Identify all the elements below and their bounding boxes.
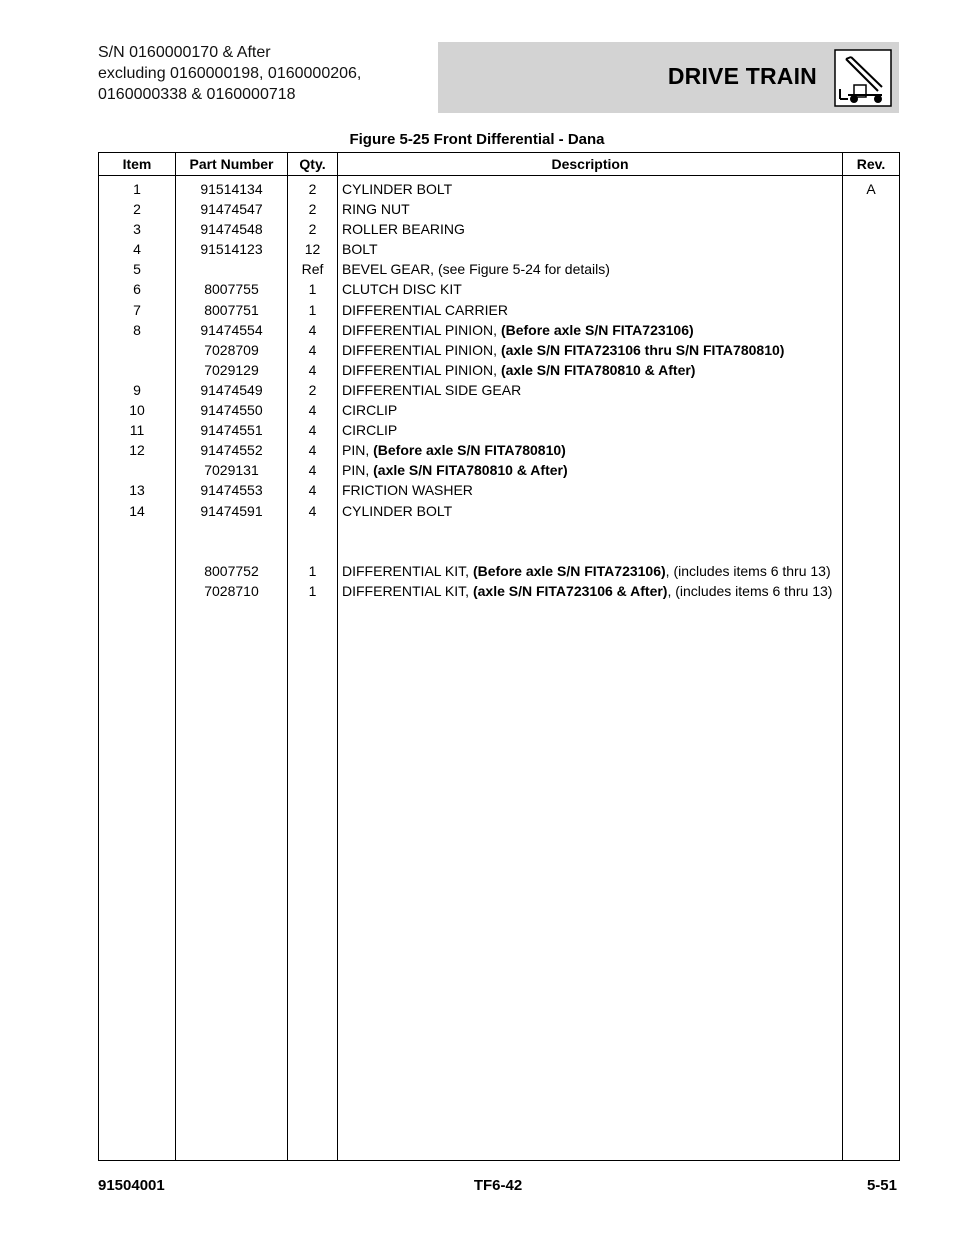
quantity-cell: 12 [288, 239, 338, 259]
table-filler-row [99, 601, 900, 1161]
description-text: PIN, [342, 462, 374, 479]
revision-cell [843, 460, 900, 480]
table-row [99, 176, 900, 200]
description-cell [338, 239, 843, 259]
description-text: CIRCLIP [342, 402, 398, 419]
serial-line: excluding 0160000198, 0160000206, [98, 65, 362, 82]
part-number-cell: 91514123 [176, 239, 288, 259]
item-number-cell: 9 [99, 380, 176, 400]
description-cell [338, 380, 843, 400]
description-serial-range: (Before axle S/N FITA723106) [500, 321, 694, 338]
description-text: DIFFERENTIAL CARRIER [342, 301, 508, 318]
column-header-qty: Qty. [288, 153, 338, 176]
revision-cell [843, 480, 900, 500]
quantity-cell [288, 521, 338, 541]
description-serial-range: (axle S/N FITA780810 & After) [500, 361, 696, 378]
part-number-cell: 7028710 [176, 581, 288, 601]
item-number-cell: 8 [99, 320, 176, 340]
description-text: RING NUT [342, 201, 410, 218]
item-number-cell: 5 [99, 259, 176, 279]
quantity-cell: 2 [288, 199, 338, 219]
revision-cell [843, 501, 900, 521]
parts-table-body [99, 176, 900, 1161]
description-cell [338, 521, 843, 541]
revision-cell [843, 380, 900, 400]
description-cell [338, 360, 843, 380]
description-text: CYLINDER BOLT [342, 502, 453, 519]
quantity-cell: 4 [288, 340, 338, 360]
serial-line: 0160000338 & 0160000718 [98, 86, 296, 103]
quantity-cell: 4 [288, 440, 338, 460]
part-number-cell: 91474547 [176, 199, 288, 219]
description-serial-range: (axle S/N FITA723106 thru S/N FITA780810) [500, 341, 785, 358]
item-number-cell: 12 [99, 440, 176, 460]
item-number-cell: 6 [99, 279, 176, 299]
empty-cell [99, 601, 176, 1161]
description-serial-range: (Before axle S/N FITA723106) [472, 562, 666, 579]
item-number-cell: 1 [99, 176, 176, 200]
revision-cell [843, 420, 900, 440]
description-cell [338, 420, 843, 440]
item-number-cell: 7 [99, 300, 176, 320]
description-serial-range: (axle S/N FITA780810 & After) [373, 462, 568, 479]
quantity-cell: 2 [288, 176, 338, 200]
revision-cell [843, 300, 900, 320]
item-number-cell [99, 581, 176, 601]
revision-cell: A [843, 176, 900, 200]
table-row [99, 199, 900, 219]
description-text: CIRCLIP [342, 422, 398, 439]
description-text: CYLINDER BOLT [342, 181, 453, 197]
description-text: ROLLER BEARING [342, 221, 465, 238]
description-cell [338, 501, 843, 521]
table-row [99, 259, 900, 279]
description-cell [338, 176, 843, 200]
part-number-cell [176, 541, 288, 561]
quantity-cell: 4 [288, 320, 338, 340]
part-number-cell: 91474549 [176, 380, 288, 400]
quantity-cell: 1 [288, 279, 338, 299]
description-cell [338, 279, 843, 299]
description-text: CLUTCH DISC KIT [342, 281, 462, 298]
table-header-row [99, 153, 900, 176]
quantity-cell: 4 [288, 501, 338, 521]
footer-doc-number: 91504001 [98, 1177, 165, 1194]
description-text: PIN, [342, 442, 374, 459]
item-number-cell [99, 541, 176, 561]
revision-cell [843, 259, 900, 279]
part-number-cell: 8007755 [176, 279, 288, 299]
description-text: BOLT [342, 241, 378, 258]
footer-model: TF6-42 [473, 1177, 523, 1194]
table-row [99, 521, 900, 541]
revision-cell [843, 541, 900, 561]
description-cell [338, 460, 843, 480]
revision-cell [843, 521, 900, 541]
quantity-cell [288, 541, 338, 561]
description-cell [338, 480, 843, 500]
part-number-cell: 7029131 [176, 460, 288, 480]
telehandler-icon [834, 49, 892, 107]
part-number-cell: 8007752 [176, 561, 288, 581]
description-text: DIFFERENTIAL PINION, [342, 361, 501, 378]
revision-cell [843, 340, 900, 360]
description-cell [338, 581, 843, 601]
description-serial-range: (axle S/N FITA723106 & After) [472, 582, 668, 599]
table-row [99, 320, 900, 340]
description-cell [338, 320, 843, 340]
empty-cell [288, 601, 338, 1161]
item-number-cell: 13 [99, 480, 176, 500]
description-cell [338, 300, 843, 320]
item-number-cell [99, 561, 176, 581]
empty-cell [843, 601, 900, 1161]
part-number-cell: 91474551 [176, 420, 288, 440]
table-row [99, 380, 900, 400]
quantity-cell: 4 [288, 420, 338, 440]
revision-cell [843, 360, 900, 380]
table-row [99, 219, 900, 239]
revision-cell [843, 581, 900, 601]
quantity-cell: 4 [288, 480, 338, 500]
part-number-cell: 91514134 [176, 176, 288, 200]
description-cell [338, 541, 843, 561]
quantity-cell: 2 [288, 219, 338, 239]
description-serial-range: (Before axle S/N FITA780810) [373, 442, 566, 459]
quantity-cell: 2 [288, 380, 338, 400]
table-row [99, 420, 900, 440]
footer-page-number: 5-51 [866, 1177, 897, 1194]
quantity-cell: 1 [288, 300, 338, 320]
table-row [99, 279, 900, 299]
table-row [99, 300, 900, 320]
description-text: BEVEL GEAR, (see Figure 5-24 for details) [342, 261, 610, 278]
table-row [99, 360, 900, 380]
serial-line: S/N 0160000170 & After [98, 44, 271, 61]
part-number-cell: 91474554 [176, 320, 288, 340]
revision-cell [843, 561, 900, 581]
item-number-cell: 14 [99, 501, 176, 521]
table-row [99, 541, 900, 561]
table-row [99, 501, 900, 521]
description-cell [338, 561, 843, 581]
part-number-cell: 8007751 [176, 300, 288, 320]
table-row [99, 239, 900, 259]
description-text: DIFFERENTIAL KIT, [342, 582, 473, 599]
part-number-cell: 7028709 [176, 340, 288, 360]
table-row [99, 440, 900, 460]
quantity-cell: 1 [288, 581, 338, 601]
description-cell [338, 219, 843, 239]
table-row [99, 561, 900, 581]
description-cell [338, 400, 843, 420]
quantity-cell: 4 [288, 460, 338, 480]
column-header-item: Item [99, 153, 176, 176]
revision-cell [843, 279, 900, 299]
item-number-cell [99, 360, 176, 380]
item-number-cell: 11 [99, 420, 176, 440]
item-number-cell: 2 [99, 199, 176, 219]
table-row [99, 340, 900, 360]
part-number-cell: 91474591 [176, 501, 288, 521]
empty-cell [176, 601, 288, 1161]
quantity-cell: 4 [288, 400, 338, 420]
description-note: , (includes items 6 thru 13) [667, 582, 833, 599]
item-number-cell: 10 [99, 400, 176, 420]
part-number-cell: 91474553 [176, 480, 288, 500]
item-number-cell: 3 [99, 219, 176, 239]
quantity-cell: Ref [288, 259, 338, 279]
part-number-cell [176, 521, 288, 541]
column-header-rev: Rev. [843, 153, 900, 176]
section-banner [438, 42, 899, 113]
part-number-cell: 7029129 [176, 360, 288, 380]
column-header-description: Description [338, 153, 843, 176]
part-number-cell [176, 259, 288, 279]
part-number-cell: 91474552 [176, 440, 288, 460]
quantity-cell: 4 [288, 360, 338, 380]
description-note: , (includes items 6 thru 13) [665, 562, 831, 579]
description-text: DIFFERENTIAL PINION, [342, 321, 501, 338]
description-text: DIFFERENTIAL PINION, [342, 341, 501, 358]
description-text: DIFFERENTIAL SIDE GEAR [342, 381, 522, 398]
item-number-cell: 4 [99, 239, 176, 259]
revision-cell [843, 440, 900, 460]
part-number-cell: 91474548 [176, 219, 288, 239]
revision-cell [843, 400, 900, 420]
revision-cell [843, 219, 900, 239]
revision-cell [843, 239, 900, 259]
part-number-cell: 91474550 [176, 400, 288, 420]
description-cell [338, 259, 843, 279]
table-row [99, 581, 900, 601]
table-row [99, 460, 900, 480]
column-header-part-number: Part Number [176, 153, 288, 176]
description-cell [338, 199, 843, 219]
table-row [99, 480, 900, 500]
description-cell [338, 440, 843, 460]
description-cell [338, 340, 843, 360]
figure-title: Figure 5-25 Front Differential - Dana [349, 131, 605, 148]
description-text: FRICTION WASHER [342, 482, 473, 499]
quantity-cell: 1 [288, 561, 338, 581]
revision-cell [843, 199, 900, 219]
table-row [99, 400, 900, 420]
parts-table [98, 152, 900, 1161]
revision-cell [843, 320, 900, 340]
section-title: DRIVE TRAIN [667, 63, 817, 89]
empty-cell [338, 601, 843, 1161]
item-number-cell [99, 521, 176, 541]
description-text: DIFFERENTIAL KIT, [342, 562, 473, 579]
item-number-cell [99, 340, 176, 360]
item-number-cell [99, 460, 176, 480]
serial-number-block [98, 42, 361, 105]
